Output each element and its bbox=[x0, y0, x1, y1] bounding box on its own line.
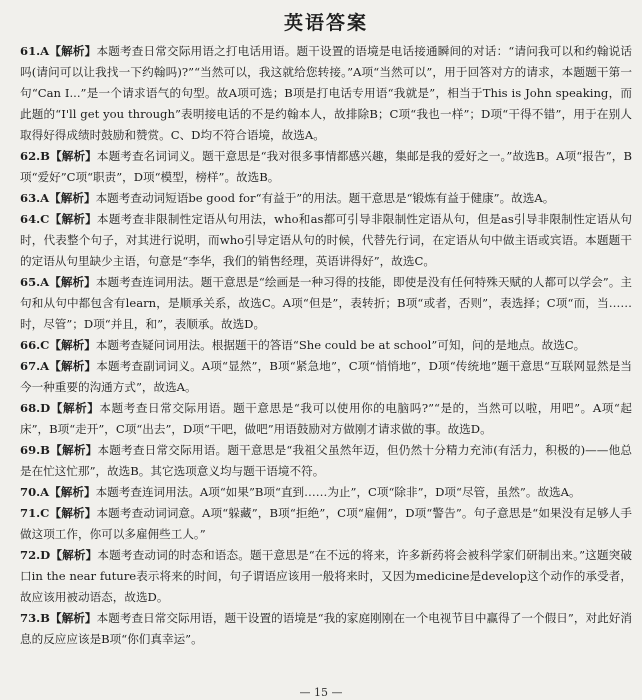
answer-item-tag: 【解析】 bbox=[50, 548, 98, 562]
answer-item-tag: 【解析】 bbox=[49, 611, 97, 625]
answer-item bbox=[20, 272, 632, 335]
answer-item-tag: 【解析】 bbox=[49, 191, 96, 205]
answer-item-tag: 【解析】 bbox=[49, 212, 97, 226]
answer-item-answer: C bbox=[40, 506, 50, 520]
answer-item bbox=[20, 482, 632, 503]
answer-item-text: 本题考查连词用法。题干意思是“绘画是一种习得的技能，即使是没有任何特殊天赋的人都可以学会”。主句和从句中都包含有learn，是顺承关系，故选C。A项“但是”，表转折；B项“或者，否则”，表选择；C项“而，当……时，尽管”；D项“并且，和”，表顺承。故选D。 bbox=[20, 275, 632, 331]
answer-item-num: 71. bbox=[20, 506, 41, 520]
answer-item-answer: A bbox=[40, 359, 50, 373]
answer-item-tag: 【解析】 bbox=[49, 44, 97, 58]
answer-item-answer: C bbox=[40, 212, 50, 226]
answer-item-text: 本题考查非限制性定语从句用法，who和as都可引导非限制性定语从句，但是as引导非限制性定语从句时，代表整个句子，对其进行说明，而who引导定语从句的时候，代替先行词，在定语从句中做主语或宾语。本题题干的定语从句里缺少主语，句意是“李华，我们的销售经理，英语讲得好”，故选C。 bbox=[20, 212, 632, 268]
answer-item-num: 70. bbox=[20, 485, 41, 499]
answer-item bbox=[20, 209, 632, 272]
answer-list bbox=[20, 41, 632, 650]
answer-item-text: 本题考查动词词意。A项“躲藏”，B项“拒绝”，C项“雇佣”，D项“警告”。句子意思是“如果没有足够人手做这项工作，你可以多雇佣些工人。” bbox=[20, 506, 632, 541]
answer-item bbox=[20, 545, 632, 608]
answer-item-num: 68. bbox=[20, 401, 41, 415]
answer-item-num: 72. bbox=[20, 548, 41, 562]
answer-item-answer: B bbox=[40, 443, 50, 457]
answer-item-text: 本题考查名词词义。题干意思是“我对很多事情都感兴趣，集邮是我的爱好之一。”故选B。A项“报告”，B项“爱好”C项“职责”，D项“模型，榜样”。故选B。 bbox=[20, 149, 632, 184]
answer-item bbox=[20, 503, 632, 545]
page-title: 英语答案 bbox=[283, 12, 368, 34]
answer-item-answer: A bbox=[40, 44, 50, 58]
answer-item-answer: D bbox=[40, 548, 51, 562]
answer-item-text: 本题考查动词的时态和语态。题干意思是“在不远的将来，许多新药将会被科学家们研制出来。”这题突破口in the near future表示将来的时间，句子谓语应该用一般将来时，又因为medicine是develop这个动作的承受者，故应该用被动语态，故选D。 bbox=[20, 548, 632, 604]
answer-item-num: 67. bbox=[20, 359, 41, 373]
answer-item-answer: C bbox=[40, 338, 50, 352]
answer-item-tag: 【解析】 bbox=[49, 485, 96, 499]
answer-item-answer: A bbox=[40, 275, 50, 289]
answer-item-num: 73. bbox=[20, 611, 41, 625]
answer-item bbox=[20, 188, 632, 209]
answer-item-tag: 【解析】 bbox=[49, 275, 96, 289]
answer-item-tag: 【解析】 bbox=[49, 338, 96, 352]
answer-item bbox=[20, 41, 632, 146]
answer-item bbox=[20, 146, 632, 188]
answer-item bbox=[20, 335, 632, 356]
answer-item-answer: A bbox=[40, 485, 50, 499]
answer-item-num: 64. bbox=[20, 212, 41, 226]
answer-item-text: 本题考查日常交际用语。题干意思是“我可以使用你的电脑吗?”“是的，当然可以啦，用吧”。A项“起床”，B项“走开”，C项“出去”，D项“干吧，做吧”用语鼓励对方做刚才请求做的事。故选D。 bbox=[20, 401, 632, 436]
answer-item-text: 本题考查日常交际用语之打电话用语。题干设置的语境是电话接通瞬间的对话：“请问我可以和约翰说话吗(请问可以让我找一下约翰吗)?”“当然可以，我这就给您转接。”A项“当然可以”，用于回答对方的请求，本题题干第一句“Can I...”是一个请求语气的句型。故A项可选；B项是打电话专用语“我就是”，相当于This is John speaking，而此题的“I'll get you through”表明接电话的不是约翰本人，故排除B；C项“我也一样”；D项“干得不错”，用于在别人取得好得成绩时鼓励和赞赏。C、D均不符合语境，故选A。 bbox=[20, 44, 632, 142]
answer-item-answer: B bbox=[40, 611, 50, 625]
answer-item-num: 65. bbox=[20, 275, 41, 289]
answer-item-num: 66. bbox=[20, 338, 41, 352]
answer-item-tag: 【解析】 bbox=[50, 401, 100, 415]
answer-item bbox=[20, 440, 632, 482]
answer-item-answer: A bbox=[40, 191, 50, 205]
answer-item-text: 本题考查疑问词用法。根据题干的答语“She could be at school”可知，问的是地点。故选C。 bbox=[95, 338, 586, 352]
answer-item bbox=[20, 356, 632, 398]
answer-item-text: 本题考查副词词义。A项“显然”，B项“紧急地”，C项“悄悄地”，D项“传统地”题干意思“互联网显然是当今一种重要的沟通方式”，故选A。 bbox=[20, 359, 632, 394]
answer-item-num: 62. bbox=[20, 149, 41, 163]
answer-item-answer: B bbox=[40, 149, 50, 163]
answer-item-tag: 【解析】 bbox=[49, 443, 98, 457]
answer-item-text: 本题考查连词用法。A项“如果”B项“直到……为止”，C项“除非”，D项“尽管，虽然”。故选A。 bbox=[95, 485, 581, 499]
answer-item-answer: D bbox=[40, 401, 51, 415]
answer-item-text: 本题考查动词短语be good for“有益于”的用法。题干意思是“锻炼有益于健康”。故选A。 bbox=[95, 191, 555, 205]
answer-item bbox=[20, 398, 632, 440]
answer-item-tag: 【解析】 bbox=[49, 506, 97, 520]
answer-item-tag: 【解析】 bbox=[49, 149, 97, 163]
answer-item-text: 本题考查日常交际用语，题干设置的语境是“我的家庭刚刚在一个电视节目中赢得了一个假日”，对此好消息的反应应该是B项“你们真幸运”。 bbox=[20, 611, 632, 646]
answer-item bbox=[20, 608, 632, 650]
answer-item-num: 61. bbox=[20, 44, 41, 58]
answer-item-num: 69. bbox=[20, 443, 41, 457]
answer-item-text: 本题考查日常交际用语。题干意思是“我祖父虽然年迈，但仍然十分精力充沛(有活力，积极的)——他总是在忙这忙那”，故选B。其它选项意义均与题干语境不符。 bbox=[20, 443, 632, 478]
answer-item-num: 63. bbox=[20, 191, 41, 205]
answer-item-tag: 【解析】 bbox=[49, 359, 97, 373]
page-number: — 15 — bbox=[299, 686, 343, 699]
